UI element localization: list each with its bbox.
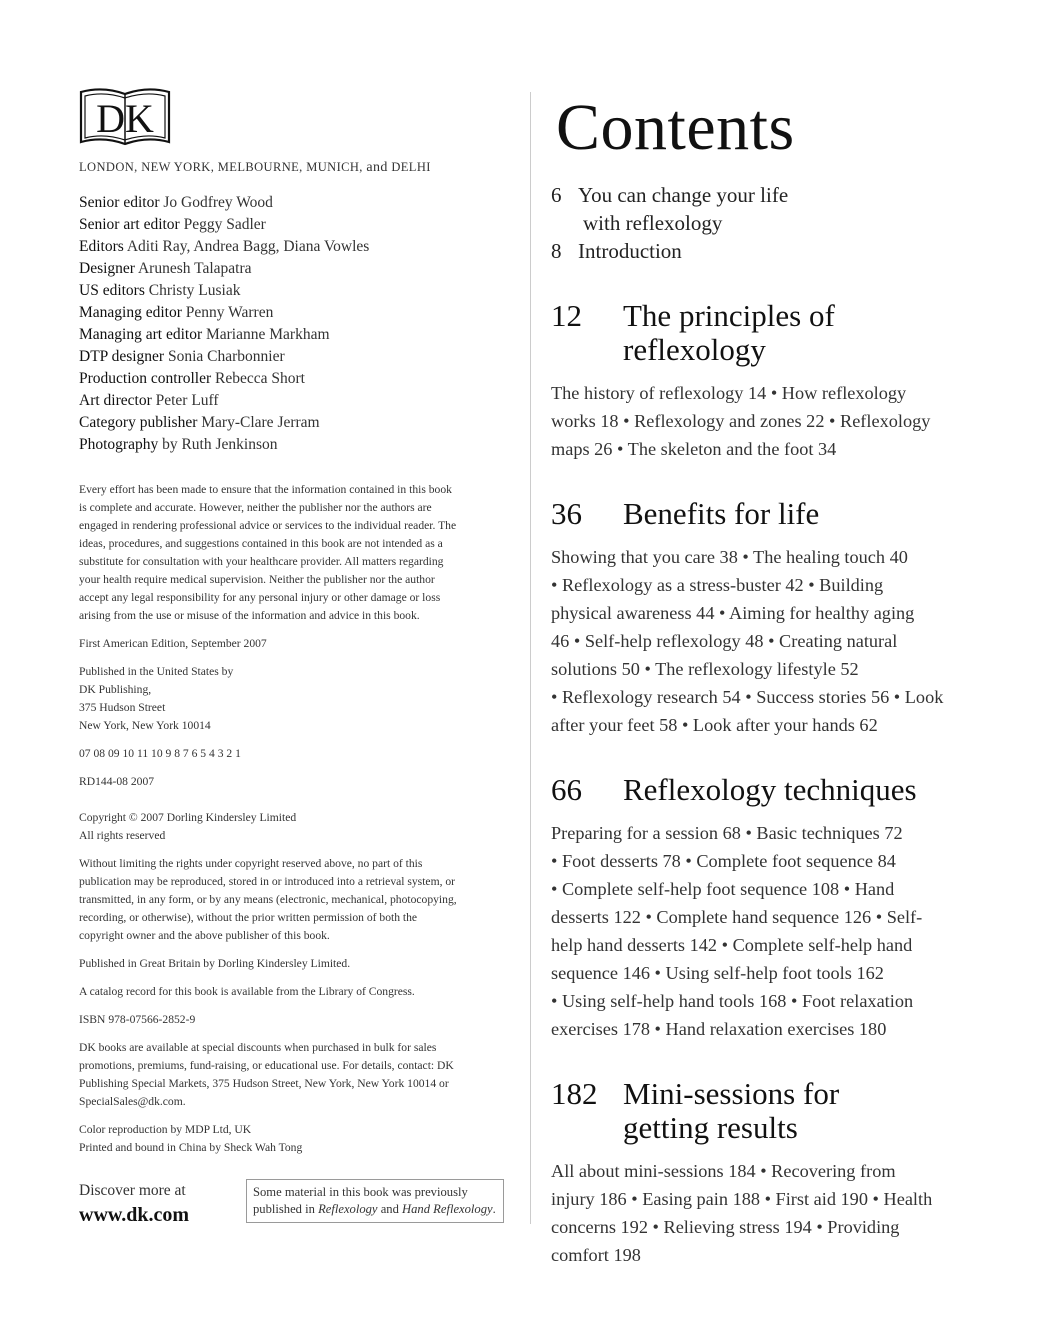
section-page-number: 36	[551, 496, 582, 531]
credit-line: Editors Aditi Ray, Andrea Bagg, Diana Vowles	[79, 238, 370, 255]
credit-line: Category publisher Mary-Clare Jerram	[79, 414, 320, 431]
toc-section	[551, 497, 971, 739]
credits-list	[79, 192, 509, 456]
intro-entries	[551, 181, 971, 265]
section-entries: Preparing for a session 68 • Basic techniques 72 • Foot desserts 78 • Complete foot sequence 84 • Complete self-help foot sequence 108 • Hand desserts 122 • Complete hand sequence 126 • Self- help hand desserts 142 • Complete self-help hand sequence 146 • Using self-help foot tools 162 • Using self-help hand tools 168 • Foot relaxation exercises 178 • Hand relaxation exercises 180	[551, 823, 923, 1039]
section-heading[interactable]	[551, 299, 971, 367]
dk-website-link[interactable]: www.dk.com	[79, 1204, 190, 1226]
toc-entry-title: Introduction	[578, 239, 682, 263]
edition-line: First American Edition, September 2007	[79, 637, 267, 650]
print-code: RD144-08 2007	[79, 775, 155, 788]
credit-line: Production controller Rebecca Short	[79, 370, 305, 387]
catalog-line: A catalog record for this book is available from the Library of Congress.	[79, 985, 415, 998]
credit-line: Managing editor Penny Warren	[79, 304, 274, 321]
credit-line: Designer Arunesh Talapatra	[79, 260, 252, 277]
svg-text:DK: DK	[96, 96, 154, 141]
section-entries: The history of reflexology 14 • How reflexology works 18 • Reflexology and zones 22 • Reflexology maps 26 • The skeleton and the foot 34	[551, 383, 931, 459]
toc-section	[551, 299, 971, 463]
section-title: Mini-sessions for getting results	[623, 1076, 840, 1145]
section-heading[interactable]	[551, 497, 971, 531]
imprint-footer	[79, 1178, 509, 1228]
isbn-line: ISBN 978-07566-2852-9	[79, 1013, 196, 1026]
credit-line: US editors Christy Lusiak	[79, 282, 241, 299]
publisher-cities: LONDON, NEW YORK, MELBOURNE, MUNICH, and DELHI	[79, 160, 431, 175]
imprint-column	[79, 86, 509, 1167]
special-sales-paragraph: DK books are available at special discounts when purchased in bulk for sales promotions, premiums, fund-raising, or educational use. For details, contact: DK Publishing Special Markets, 375 Hudson Street, New York, New York 10014 or SpecialSales@dk.com.	[79, 1041, 454, 1108]
discover-text: Discover more at	[79, 1182, 186, 1199]
section-title: The principles of reflexology	[623, 298, 835, 367]
toc-section	[551, 1077, 971, 1269]
copyright-block: Copyright © 2007 Dorling Kindersley Limited All rights reserved	[79, 811, 297, 842]
toc-entry[interactable]	[551, 181, 971, 237]
section-page-number: 66	[551, 772, 582, 807]
section-entries: All about mini-sessions 184 • Recovering from injury 186 • Easing pain 188 • First aid 190 • Health concerns 192 • Relieving stress 194 • Providing comfort 198	[551, 1161, 933, 1265]
column-divider	[530, 92, 531, 1224]
toc-page-number: 6	[551, 183, 562, 207]
published-us-block: Published in the United States by DK Publishing, 375 Hudson Street New York, New York 10014	[79, 665, 234, 732]
published-gb-line: Published in Great Britain by Dorling Kindersley Limited.	[79, 957, 351, 970]
dk-logo	[79, 86, 171, 148]
credit-line: Art director Peter Luff	[79, 392, 219, 409]
credit-line: Senior art editor Peggy Sadler	[79, 216, 266, 233]
legal-notices	[79, 481, 509, 1157]
toc-entry[interactable]	[551, 237, 971, 265]
section-entries: Showing that you care 38 • The healing touch 40 • Reflexology as a stress-buster 42 • Building physical awareness 44 • Aiming for healthy aging 46 • Self-help reflexology 48 • Creating natural solutions 50 • The reflexology lifestyle 52 • Reflexology research 54 • Success stories 56 • Look after your feet 58 • Look after your hands 62	[551, 547, 944, 735]
section-page-number: 12	[551, 298, 582, 333]
credit-line: Senior editor Jo Godfrey Wood	[79, 194, 273, 211]
previous-publication-note: Some material in this book was previously published in Reflexology and Hand Reflexology.	[246, 1179, 504, 1223]
toc-entry-title: You can change your life with reflexology	[578, 183, 789, 235]
disclaimer-paragraph: Every effort has been made to ensure that the information contained in this book is complete and accurate. However, neither the publisher nor the authors are engaged in rendering professional advice or services to the individual reader. The ideas, procedures, and suggestions contained in this book are not intended as a substitute for consultation with your healthcare provider. All matters regarding your health require medical supervision. Neither the publisher nor the author accept any legal responsibility for any personal injury or other damage or loss arising from the use or misuse of the information and advice in this book.	[79, 483, 457, 622]
section-heading[interactable]	[551, 1077, 971, 1145]
toc-section	[551, 773, 971, 1043]
section-page-number: 182	[551, 1076, 598, 1111]
credit-line: Photography by Ruth Jenkinson	[79, 436, 278, 453]
credit-line: DTP designer Sonia Charbonnier	[79, 348, 285, 365]
section-title: Benefits for life	[623, 496, 820, 531]
credit-line: Managing art editor Marianne Markham	[79, 326, 330, 343]
section-heading[interactable]	[551, 773, 971, 807]
rights-paragraph: Without limiting the rights under copyright reserved above, no part of this publication may be reproduced, stored in or introduced into a retrieval system, or transmitted, in any form, or by any means (electronic, mechanical, photocopying, recording, or otherwise), without the prior written permission of both the copyright owner and the above publisher of this book.	[79, 857, 457, 942]
contents-column	[551, 90, 971, 1269]
page-title: Contents	[556, 91, 795, 164]
color-print-block: Color reproduction by MDP Ltd, UK Printed and bound in China by Sheck Wah Tong	[79, 1123, 303, 1154]
print-numbers: 07 08 09 10 11 10 9 8 7 6 5 4 3 2 1	[79, 747, 241, 760]
section-title: Reflexology techniques	[623, 772, 917, 807]
toc-page-number: 8	[551, 239, 562, 263]
dk-book-logo-icon	[79, 86, 171, 148]
